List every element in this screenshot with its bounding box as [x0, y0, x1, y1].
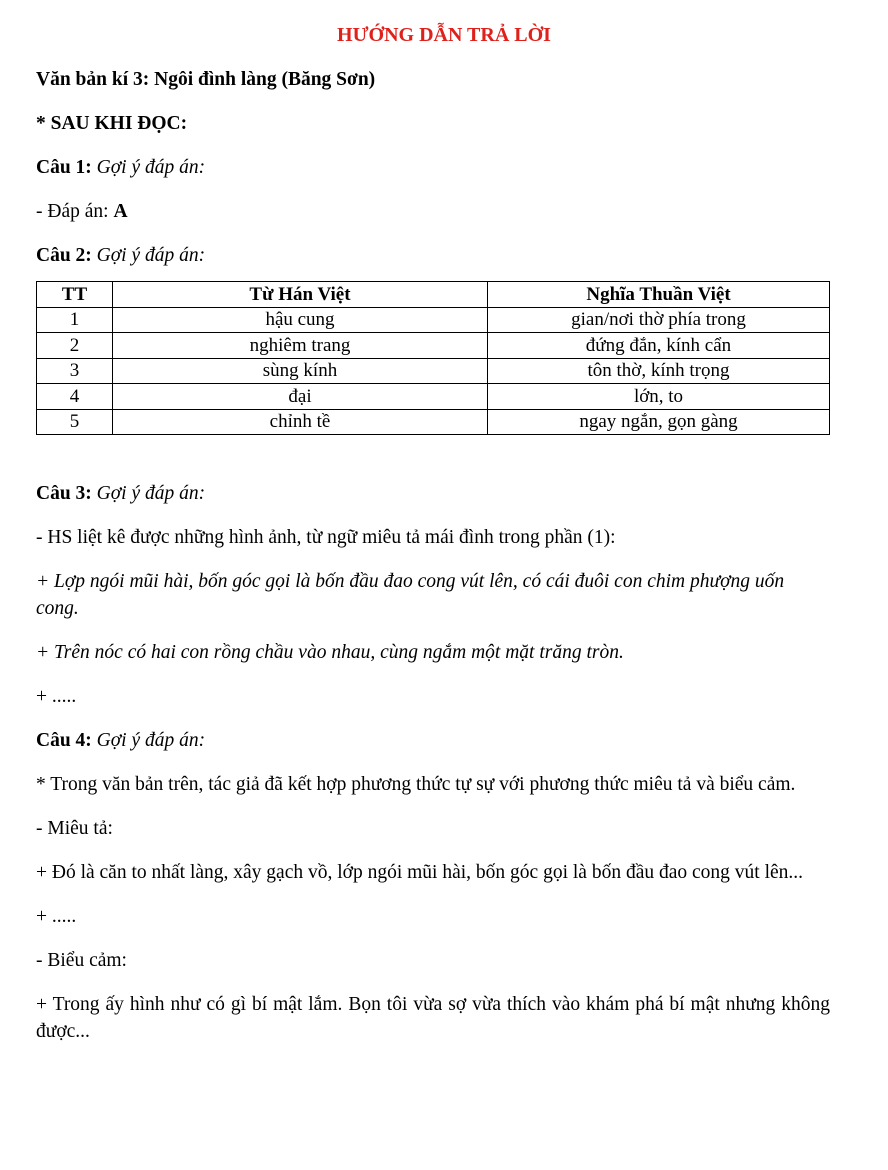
table-row [37, 358, 830, 384]
table-cell: lớn, to [488, 384, 830, 410]
column-header: Từ Hán Việt [113, 282, 488, 308]
question-4 [36, 727, 830, 754]
question-3 [36, 480, 830, 507]
answer-value: A [113, 201, 128, 222]
question-hint: Gợi ý đáp án: [96, 245, 206, 266]
question-label: Câu 3: [36, 483, 92, 504]
table-cell: 2 [37, 333, 113, 359]
document-title: HƯỚNG DẪN TRẢ LỜI [337, 24, 551, 46]
answer-line: + Trên nóc có hai con rồng chầu vào nhau, cùng ngắm một mặt trăng tròn. [36, 642, 624, 663]
table-cell: tôn thờ, kính trọng [488, 358, 830, 384]
question-2 [36, 242, 830, 269]
answer-line: + Lợp ngói mũi hài, bốn góc gọi là bốn đầu đao cong vút lên, có cái đuôi con chim phượng uốn cong. [36, 571, 785, 619]
text-title: Văn bản kí 3: Ngôi đình làng (Băng Sơn) [36, 69, 376, 90]
table-cell: ngay ngắn, gọn gàng [488, 409, 830, 435]
vocabulary-table [36, 281, 830, 435]
spacer [36, 435, 830, 480]
answer-line: + ..... [36, 906, 77, 927]
question-hint: Gợi ý đáp án: [96, 157, 206, 178]
table-row [37, 333, 830, 359]
question-1 [36, 154, 830, 181]
table-cell: đại [113, 384, 488, 410]
table-header-row [37, 282, 830, 308]
table-cell: đứng đắn, kính cẩn [488, 333, 830, 359]
table-cell: sùng kính [113, 358, 488, 384]
answer-line: + Đó là căn to nhất làng, xây gạch vồ, lớp ngói mũi hài, bốn góc gọi là bốn đầu đao cong vút lên... [36, 862, 804, 883]
table-cell: 5 [37, 409, 113, 435]
table-row [37, 409, 830, 435]
section-heading: * SAU KHI ĐỌC: [36, 113, 188, 134]
column-header: TT [37, 282, 113, 308]
column-header: Nghĩa Thuần Việt [488, 282, 830, 308]
question-hint: Gợi ý đáp án: [96, 483, 206, 504]
answer-line: - Miêu tả: [36, 818, 113, 839]
table-cell: hậu cung [113, 307, 488, 333]
answer-line: * Trong văn bản trên, tác giả đã kết hợp phương thức tự sự với phương thức miêu tả và biểu cảm. [36, 774, 796, 795]
answer-line: - Biểu cảm: [36, 950, 127, 971]
table-cell: 1 [37, 307, 113, 333]
table-cell: 3 [37, 358, 113, 384]
question-label: Câu 1: [36, 157, 92, 178]
table-cell: nghiêm trang [113, 333, 488, 359]
answer-line: - HS liệt kê được những hình ảnh, từ ngữ miêu tả mái đình trong phần (1): [36, 527, 616, 548]
answer-prefix: - Đáp án: [36, 201, 114, 222]
table-cell: 4 [37, 384, 113, 410]
question-hint: Gợi ý đáp án: [96, 730, 206, 751]
question-label: Câu 4: [36, 730, 92, 751]
answer-1 [36, 198, 830, 225]
table-row [37, 307, 830, 333]
question-label: Câu 2: [36, 245, 92, 266]
answer-line: + ..... [36, 686, 77, 707]
table-cell: gian/nơi thờ phía trong [488, 307, 830, 333]
answer-line: + Trong ấy hình như có gì bí mật lắm. Bọn tôi vừa sợ vừa thích vào khám phá bí mật nhưng không được... [36, 994, 830, 1042]
table-row [37, 384, 830, 410]
table-cell: chỉnh tề [113, 409, 488, 435]
